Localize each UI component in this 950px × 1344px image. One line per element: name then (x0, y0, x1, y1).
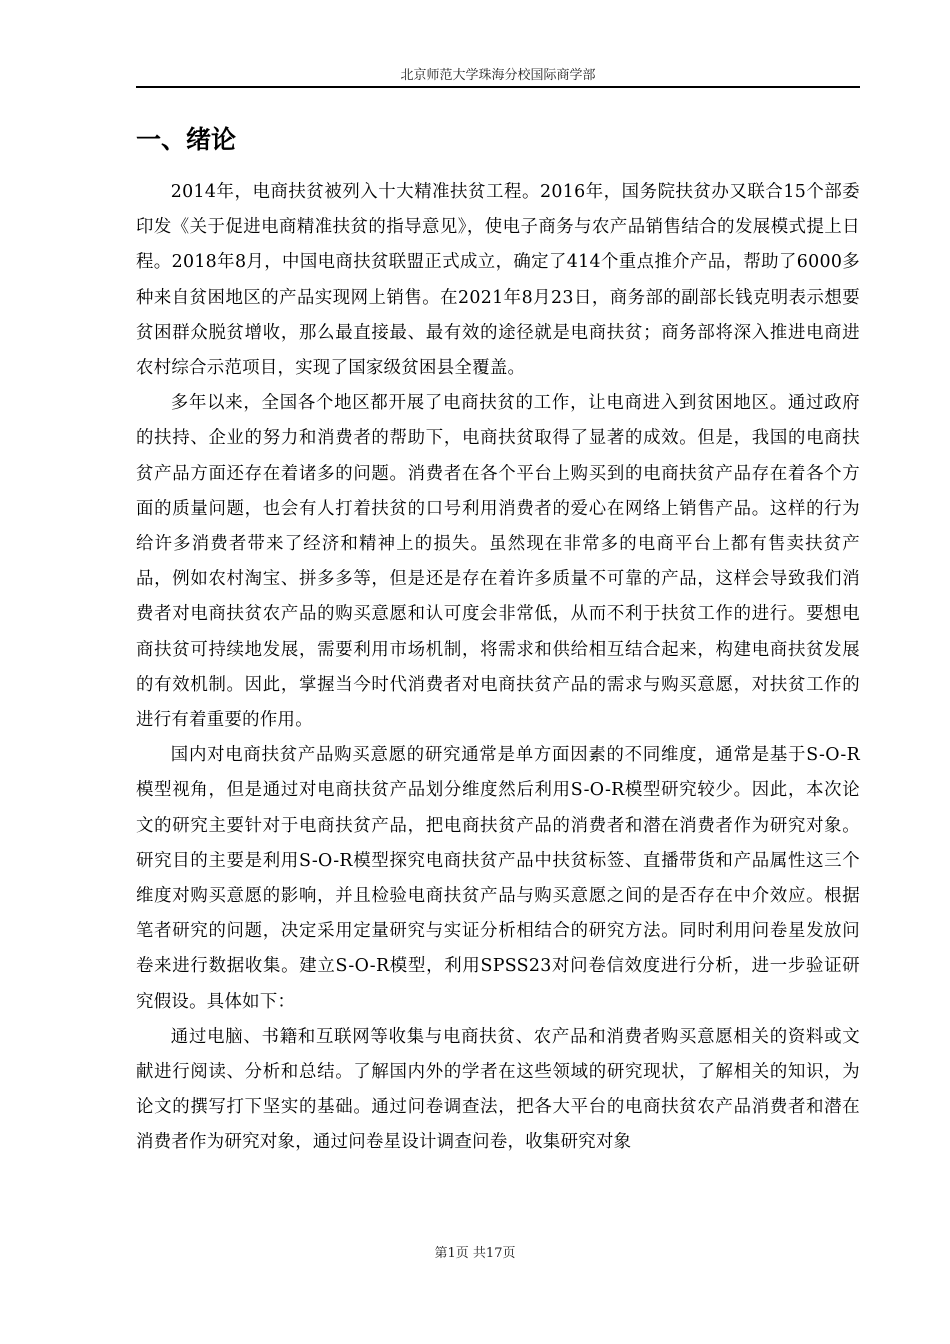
section-heading: 一、绪论 (136, 125, 237, 154)
page-number: 第1页 共17页 (434, 1246, 516, 1261)
page-footer (0, 1246, 950, 1262)
paragraph: 多年以来，全国各个地区都开展了电商扶贫的工作，让电商进入到贫困地区。通过政府的扶持、企业的努力和消费者的帮助下，电商扶贫取得了显著的成效。但是，我国的电商扶贫产品方面还存在着诸多的问题。消费者在各个平台上购买到的电商扶贫产品存在着各个方面的质量问题，也会有人打着扶贫的口号利用消费者的爱心在网络上销售产品。这样的行为给许多消费者带来了经济和精神上的损失。虽然现在非常多的电商平台上都有售卖扶贫产品，例如农村淘宝、拼多多等，但是还是存在着许多质量不可靠的产品，这样会导致我们消费者对电商扶贫农产品的购买意愿和认可度会非常低，从而不利于扶贫工作的进行。要想电商扶贫可持续地发展，需要利用市场机制，将需求和供给相互结合起来，构建电商扶贫发展的有效机制。因此，掌握当今时代消费者对电商扶贫产品的需求与购买意愿，对扶贫工作的进行有着重要的作用。 (136, 393, 860, 731)
body-text (136, 175, 860, 1161)
paragraph: 国内对电商扶贫产品购买意愿的研究通常是单方面因素的不同维度，通常是基于S-O-R模型视角，但是通过对电商扶贫产品划分维度然后利用S-O-R模型研究较少。因此，本次论文的研究主要针对于电商扶贫产品，把电商扶贫产品的消费者和潜在消费者作为研究对象。研究目的主要是利用S-O-R模型探究电商扶贫产品中扶贫标签、直播带货和产品属性这三个维度对购买意愿的影响，并且检验电商扶贫产品与购买意愿之间的是否存在中介效应。根据笔者研究的问题，决定采用定量研究与实证分析相结合的研究方法。同时利用问卷星发放问卷来进行数据收集。建立S-O-R模型，利用SPSS23对问卷信效度进行分析，进一步验证研究假设。具体如下： (136, 745, 860, 1012)
page-header (136, 68, 860, 88)
header-institution: 北京师范大学珠海分校国际商学部 (400, 68, 596, 83)
paragraph: 2014年，电商扶贫被列入十大精准扶贫工程。2016年，国务院扶贫办又联合15个部委印发《关于促进电商精准扶贫的指导意见》，使电子商务与农产品销售结合的发展模式提上日程。2018年8月，中国电商扶贫联盟正式成立，确定了414个重点推介产品，帮助了6000多种来自贫困地区的产品实现网上销售。在2021年8月23日，商务部的副部长钱克明表示想要贫困群众脱贫增收，那么最直接最、最有效的途径就是电商扶贫；商务部将深入推进电商进农村综合示范项目，实现了国家级贫困县全覆盖。 (136, 182, 860, 379)
paragraph: 通过电脑、书籍和互联网等收集与电商扶贫、农产品和消费者购买意愿相关的资料或文献进行阅读、分析和总结。了解国内外的学者在这些领域的研究现状，了解相关的知识，为论文的撰写打下坚实的基础。通过问卷调查法，把各大平台的电商扶贫农产品消费者和潜在消费者作为研究对象，通过问卷星设计调查问卷，收集研究对象 (136, 1026, 860, 1153)
